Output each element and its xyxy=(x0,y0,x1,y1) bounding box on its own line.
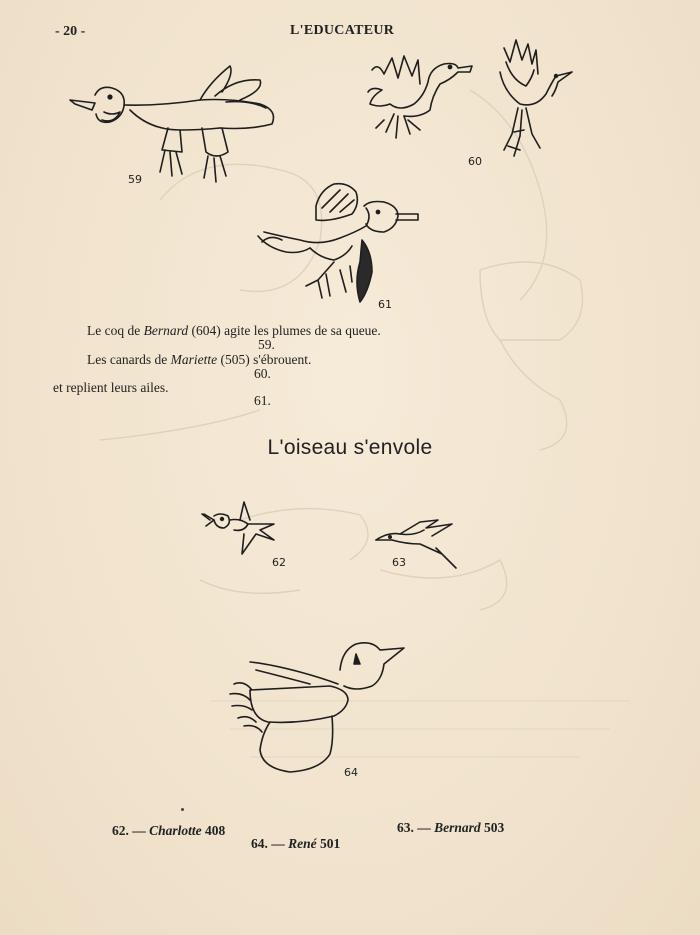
figure-label-59: 59 xyxy=(128,173,142,186)
drawing-64-duck xyxy=(230,643,404,772)
caption-64: 64. — René 501 xyxy=(251,836,341,851)
ink-speck xyxy=(181,808,184,811)
caption-num-60: 60. xyxy=(254,366,271,381)
caption-59: Le coq de Bernard (604) agite les plumes de sa queue. xyxy=(87,323,381,338)
caption-60: Les canards de Mariette (505) s'ébrouent. xyxy=(87,352,312,367)
figure-label-62: 62 xyxy=(272,556,286,569)
caption-num-59: 59. xyxy=(258,337,275,352)
caption-num-61: 61. xyxy=(254,393,271,408)
section-title: L'oiseau s'envole xyxy=(267,436,433,459)
caption-61: et replient leurs ailes. xyxy=(53,380,169,395)
drawing-62-bird xyxy=(202,502,274,554)
caption-63: 63. — Bernard 503 xyxy=(397,820,505,835)
figure-label-63: 63 xyxy=(392,556,406,569)
journal-title: L'EDUCATEUR xyxy=(290,23,395,38)
drawing-63-bird xyxy=(376,520,456,568)
page-number: - 20 - xyxy=(55,24,86,39)
figure-label-61: 61 xyxy=(378,298,392,311)
figure-label-60: 60 xyxy=(468,155,482,168)
figure-label-64: 64 xyxy=(344,766,358,779)
caption-62: 62. — Charlotte 408 xyxy=(112,823,226,838)
